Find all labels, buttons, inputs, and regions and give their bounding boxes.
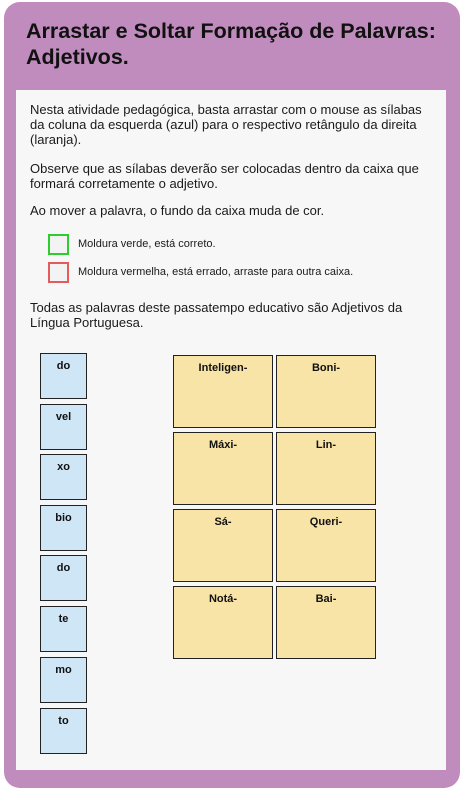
syllable-tile[interactable]: te	[40, 606, 87, 652]
syllable-tile[interactable]: to	[40, 708, 87, 754]
drop-target-box[interactable]: Lin-	[276, 432, 376, 505]
red-frame-sample	[48, 262, 69, 283]
syllable-tile[interactable]: xo	[40, 454, 87, 500]
drop-target-box[interactable]: Boni-	[276, 355, 376, 428]
drop-target-box[interactable]: Bai-	[276, 586, 376, 659]
green-frame-sample	[48, 234, 69, 255]
drop-target-box[interactable]: Notá-	[173, 586, 273, 659]
drop-target-box[interactable]: Inteligen-	[173, 355, 273, 428]
page-title: Arrastar e Soltar Formação de Palavras: Adjetivos.	[26, 19, 436, 69]
legend-correct-text: Moldura verde, está correto.	[78, 238, 216, 250]
syllable-tile[interactable]: do	[40, 353, 87, 399]
intro-paragraph-2: Observe que as sílabas deverão ser colocadas dentro da caixa que formará corretamente o adjetivo.	[30, 161, 419, 191]
syllable-tile[interactable]: bio	[40, 505, 87, 551]
intro-paragraph-3: Ao mover a palavra, o fundo da caixa muda de cor.	[30, 203, 325, 218]
syllable-tile[interactable]: mo	[40, 657, 87, 703]
note-paragraph: Todas as palavras deste passatempo educativo são Adjetivos da Língua Portuguesa.	[30, 300, 403, 330]
drop-target-box[interactable]: Queri-	[276, 509, 376, 582]
syllable-tile[interactable]: do	[40, 555, 87, 601]
legend-wrong-text: Moldura vermelha, está errado, arraste para outra caixa.	[78, 266, 354, 278]
syllable-tile[interactable]: vel	[40, 404, 87, 450]
drop-target-box[interactable]: Máxi-	[173, 432, 273, 505]
drop-target-box[interactable]: Sá-	[173, 509, 273, 582]
intro-paragraph-1: Nesta atividade pedagógica, basta arrastar com o mouse as sílabas da coluna da esquerda (azul) para o respectivo retângulo da direita (laranja).	[30, 102, 422, 147]
